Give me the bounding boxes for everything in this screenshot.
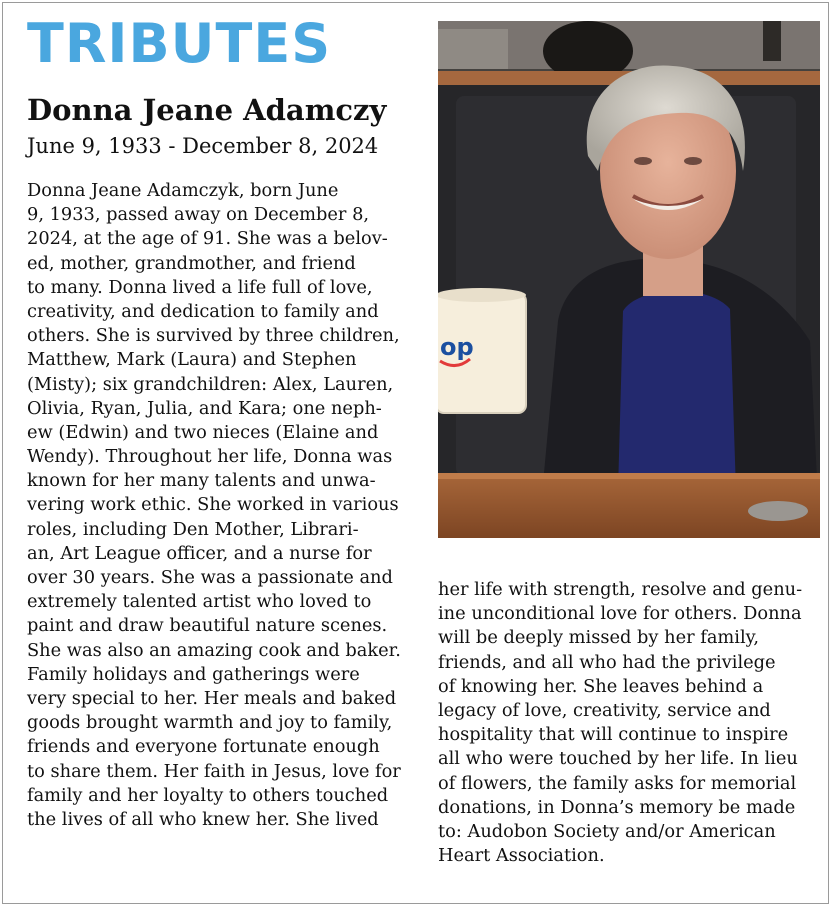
obituary-dates: June 9, 1933 - December 8, 2024: [27, 134, 379, 158]
obituary-text-line: will be deeply missed by her family,: [438, 627, 759, 649]
obituary-text-line: very special to her. Her meals and baked: [27, 687, 397, 709]
obituary-text-line: ine unconditional love for others. Donna: [438, 603, 802, 625]
portrait-illustration: [438, 21, 820, 538]
obituary-text-line: vering work ethic. She worked in various: [27, 494, 399, 516]
obituary-text-line: Olivia, Ryan, Julia, and Kara; one neph-: [27, 397, 382, 419]
obituary-text-line: paint and draw beautiful nature scenes.: [27, 615, 388, 637]
obituary-text-line: Wendy). Throughout her life, Donna was: [27, 446, 393, 468]
obituary-text-line: the lives of all who knew her. She lived: [27, 808, 379, 830]
tribute-frame: [2, 2, 829, 904]
obituary-text-line: creativity, and dedication to family and: [27, 300, 379, 322]
obituary-text-line: Matthew, Mark (Laura) and Stephen: [27, 349, 357, 371]
obituary-name: Donna Jeane Adamczy: [27, 93, 387, 127]
obituary-text-line: ed, mother, grandmother, and friend: [27, 252, 356, 274]
obituary-text-line: family and her loyalty to others touched: [27, 784, 389, 806]
obituary-text-line: donations, in Donna’s memory be made: [438, 796, 796, 818]
obituary-text-line: an, Art League officer, and a nurse for: [27, 542, 372, 564]
obituary-text-line: ew (Edwin) and two nieces (Elaine and: [27, 421, 379, 443]
obituary-text-line: hospitality that will continue to inspire: [438, 724, 789, 746]
obituary-text-line: friends, and all who had the privilege: [438, 651, 776, 673]
obituary-text-line: goods brought warmth and joy to family,: [27, 712, 393, 734]
section-header: TRIBUTES: [27, 12, 332, 75]
obituary-text-line: to many. Donna lived a life full of love,: [27, 276, 373, 298]
obituary-text-line: friends and everyone fortunate enough: [27, 736, 380, 758]
obituary-text-line: Family holidays and gatherings were: [27, 663, 360, 685]
obituary-text-line: to share them. Her faith in Jesus, love for: [27, 760, 401, 782]
obituary-text-line: over 30 years. She was a passionate and: [27, 567, 393, 588]
obituary-text-line: extremely talented artist who loved to: [27, 591, 372, 613]
obituary-text-line: of flowers, the family asks for memorial: [438, 772, 797, 794]
obituary-text-column-1: [27, 179, 422, 832]
obituary-text-column-2: [438, 578, 828, 868]
obituary-text-line: She was also an amazing cook and baker.: [27, 639, 401, 661]
obituary-text-line: her life with strength, resolve and genu-: [438, 579, 803, 600]
obituary-text-line: 2024, at the age of 91. She was a belov-: [27, 228, 388, 250]
obituary-text-line: all who were touched by her life. In lieu: [438, 748, 798, 770]
portrait-photo: [438, 21, 820, 538]
obituary-text-line: to: Audobon Society and/or American: [438, 820, 776, 842]
obituary-text-line: roles, including Den Mother, Librari-: [27, 518, 359, 540]
mug-logo-text: op: [440, 333, 474, 361]
obituary-text-line: known for her many talents and unwa-: [27, 470, 376, 492]
obituary-text-line: (Misty); six grandchildren: Alex, Lauren,: [27, 373, 394, 395]
obituary-text-line: 9, 1933, passed away on December 8,: [27, 204, 370, 226]
obituary-text-line: Heart Association.: [438, 845, 605, 867]
obituary-text-line: others. She is survived by three children,: [27, 325, 400, 347]
obituary-text-line: legacy of love, creativity, service and: [438, 699, 771, 721]
obituary-text-line: Donna Jeane Adamczyk, born June: [27, 180, 339, 201]
obituary-text-line: of knowing her. She leaves behind a: [438, 675, 764, 697]
